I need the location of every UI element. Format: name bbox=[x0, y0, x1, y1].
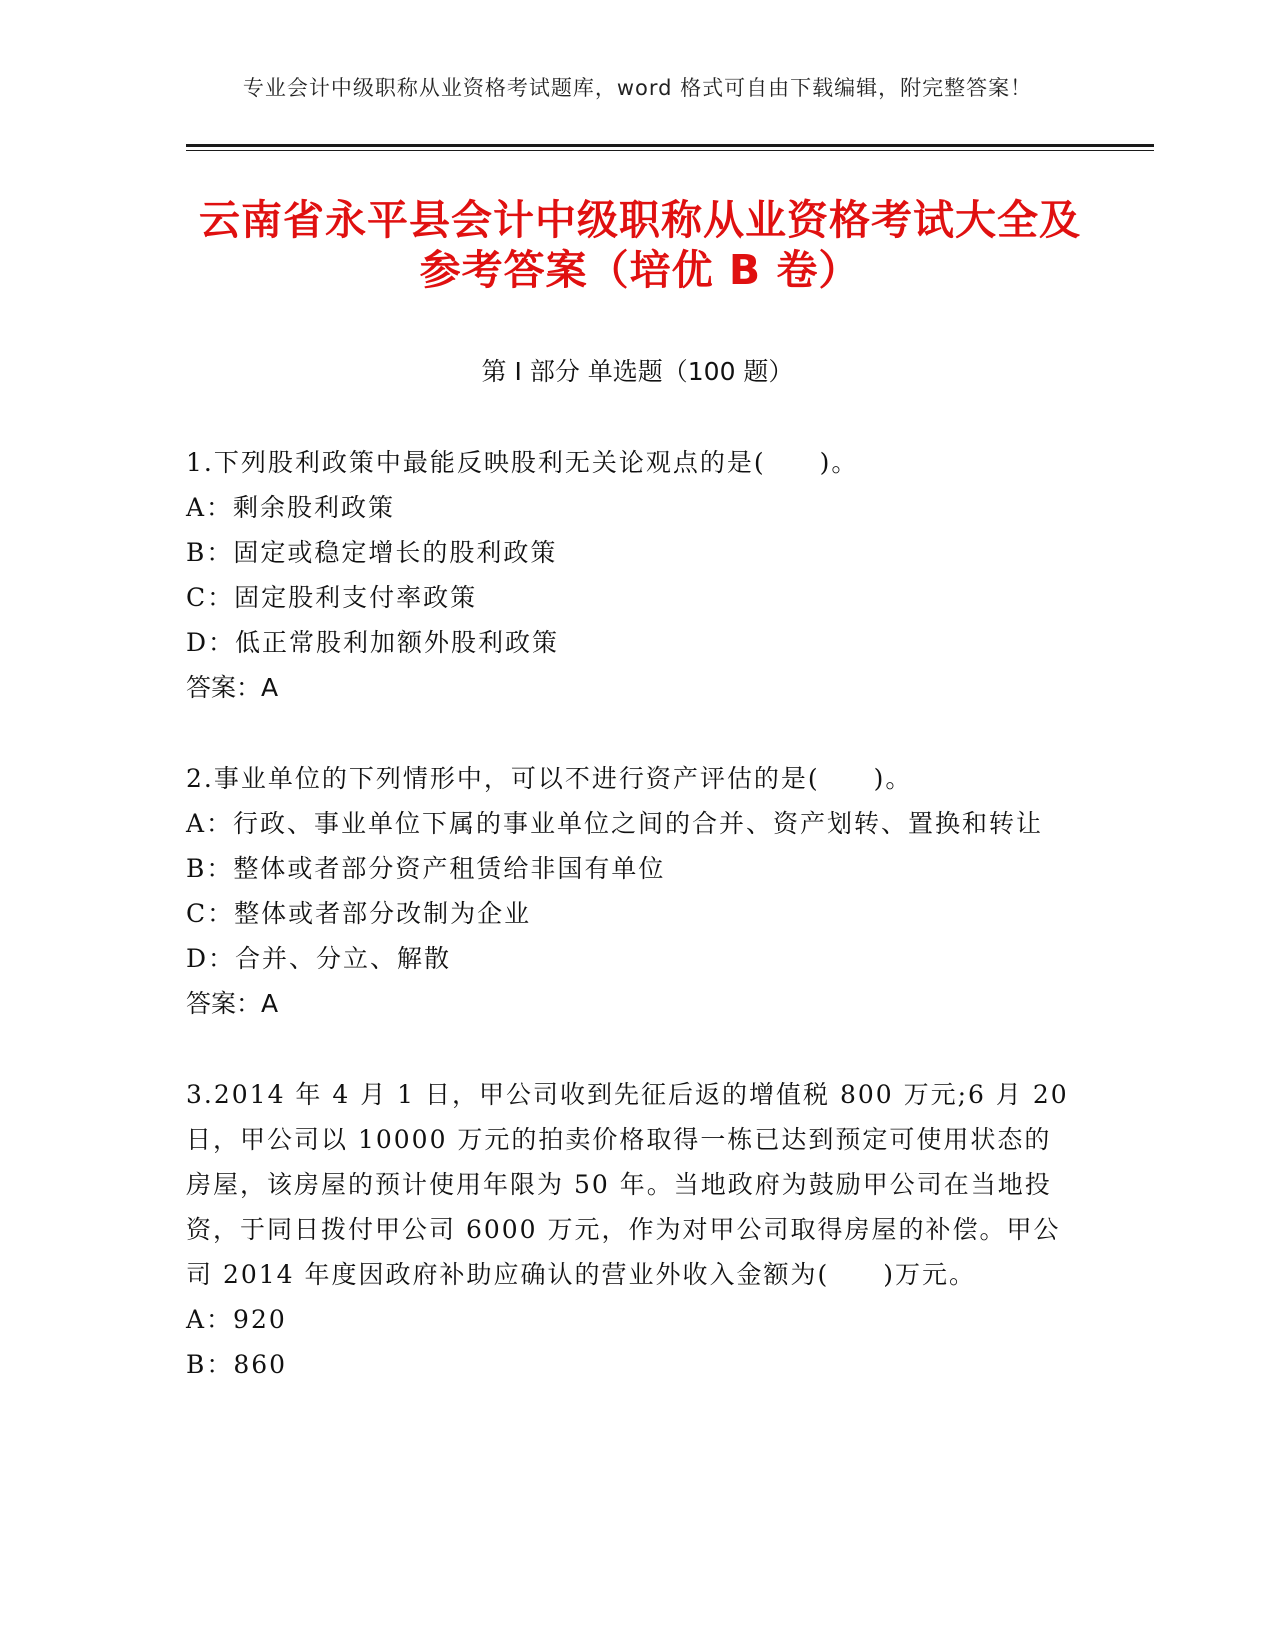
question-3 bbox=[186, 1072, 1076, 1387]
header-rule-thick bbox=[186, 144, 1154, 147]
question-stem: 3.2014 年 4 月 1 日，甲公司收到先征后返的增值税 800 万元;6 月 20 日，甲公司以 10000 万元的拍卖价格取得一栋已达到预定可使用状态的房屋，该房屋的预计使用年限为 50 年。当地政府为鼓励甲公司在当地投资，于同日拨付甲公司 6000 万元，作为对甲公司取得房屋的补偿。甲公司 2014 年度因政府补助应确认的营业外收入金额为( )万元。 bbox=[186, 1080, 1069, 1289]
option-a: A：行政、事业单位下属的事业单位之间的合并、资产划转、置换和转让 bbox=[186, 809, 1044, 838]
option-b: B：固定或稳定增长的股利政策 bbox=[186, 538, 558, 567]
option-b: B：整体或者部分资产租赁给非国有单位 bbox=[186, 854, 666, 883]
option-b: B：860 bbox=[186, 1350, 288, 1379]
option-c: C：固定股利支付率政策 bbox=[186, 583, 478, 612]
option-a: A：剩余股利政策 bbox=[186, 493, 396, 522]
question-1 bbox=[186, 440, 1076, 710]
header-note: 专业会计中级职称从业资格考试题库，word 格式可自由下载编辑，附完整答案！ bbox=[242, 76, 1033, 100]
document-title: 云南省永平县会计中级职称从业资格考试大全及参考答案（培优 B 卷） bbox=[199, 196, 1081, 294]
answer: 答案：A bbox=[186, 673, 279, 702]
answer: 答案：A bbox=[186, 989, 279, 1018]
header-rule-thin bbox=[186, 150, 1154, 151]
question-stem: 1.下列股利政策中最能反映股利无关论观点的是( )。 bbox=[186, 448, 859, 477]
option-c: C：整体或者部分改制为企业 bbox=[186, 899, 532, 928]
question-list bbox=[186, 440, 1076, 1433]
question-2 bbox=[186, 756, 1076, 1026]
option-d: D：合并、分立、解散 bbox=[186, 944, 452, 973]
section-title: 第 I 部分 单选题（100 题） bbox=[481, 357, 794, 386]
question-stem: 2.事业单位的下列情形中，可以不进行资产评估的是( )。 bbox=[186, 764, 913, 793]
option-d: D：低正常股利加额外股利政策 bbox=[186, 628, 560, 657]
option-a: A：920 bbox=[186, 1305, 287, 1334]
